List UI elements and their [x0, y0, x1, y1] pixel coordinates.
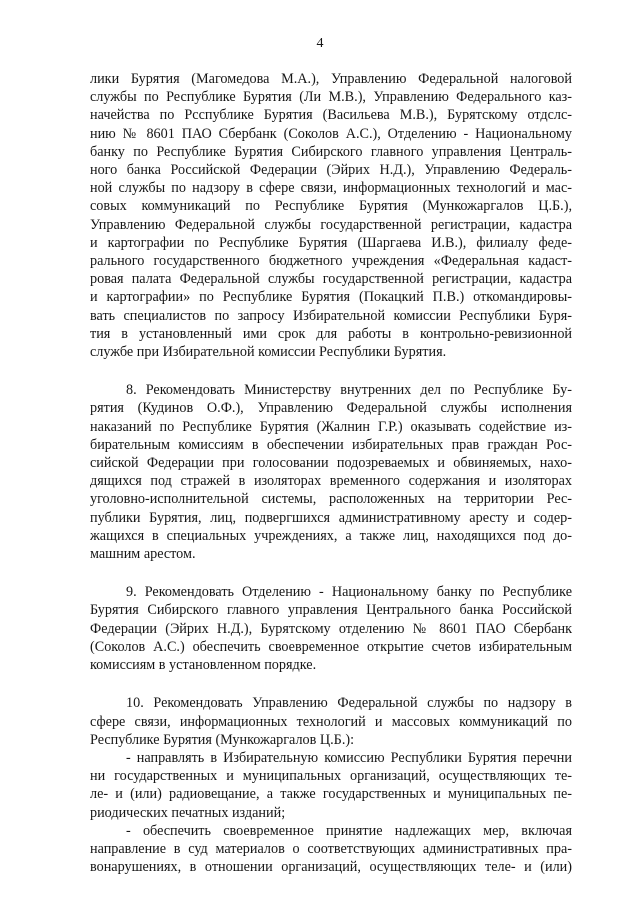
- document-body: [90, 70, 572, 876]
- text-line: дящихся под стражей в изоляторах временного содержания и изоляторах: [90, 473, 572, 490]
- text-line: и картографии по Республике Бурятия (Шаргаева И.В.), филиалу феде-: [90, 234, 572, 251]
- text-line: Республике Бурятия (Мункожаргалов Ц.Б.):: [90, 731, 355, 748]
- text-line: жащихся в специальных учреждениях, а также лиц, находящихся под до-: [90, 527, 572, 544]
- paragraph-item-10-bullet-2: [90, 822, 572, 877]
- text-line: ровая палата Федеральной службы государственной регистрации, кадастра: [90, 271, 572, 288]
- text-line: ной службы по надзору в сфере связи, информационных технологий и мас-: [90, 180, 572, 197]
- text-line: Бурятия Сибирского главного управления Центрального банка Российской: [90, 602, 572, 619]
- text-line: публики Бурятия, лиц, подвергшихся административному аресту и содер-: [90, 509, 572, 526]
- paragraph-item-10: [90, 694, 572, 749]
- text-line: - обеспечить своевременное принятие надлежащих мер, включая: [126, 822, 572, 839]
- text-line: бирательным комиссиям в обеспечении избирательных прав граждан Рос-: [90, 436, 572, 453]
- text-line: 10. Рекомендовать Управлению Федеральной службы по надзору в: [126, 695, 572, 712]
- text-line: сийской Федерации при голосовании подозреваемых и обвиняемых, нахо-: [90, 455, 572, 472]
- text-line: совых коммуникаций по Республике Бурятия (Мункожаргалов Ц.Б.),: [90, 198, 572, 215]
- text-line: комиссиям в установленном порядке.: [90, 657, 317, 674]
- text-line: рального государственного бюджетного учреждения «Федеральная кадаст-: [90, 253, 572, 270]
- text-line: вать специалистов по запросу Избирательной комиссии Республики Буря-: [90, 307, 572, 324]
- text-line: начейства по Рсспублике Бурятия (Васильева М.В.), Бурятскому отдслс-: [90, 107, 572, 124]
- text-line: службе при Избирательной комиссии Республики Бурятия.: [90, 344, 447, 361]
- text-line: Управлению Федеральной службы государственной регистрации, кадастра: [90, 216, 572, 233]
- text-line: лики Бурятия (Магомедова М.А.), Управлению Федеральной налоговой: [90, 71, 572, 87]
- text-line: Федерации (Эйрих Н.Д.), Бурятскому отделению № 8601 ПАО Сбербанк: [90, 620, 572, 637]
- text-line: банку по Республике Бурятия Сибирского главного управления Централь-: [90, 143, 572, 160]
- text-line: - направлять в Избирательную комиссию Республики Бурятия перечни: [126, 749, 572, 766]
- text-line: рятия (Кудинов О.Ф.), Управлению Федеральной службы исполнения: [90, 400, 572, 417]
- text-line: риодических печатных изданий;: [90, 804, 286, 821]
- paragraph-continuation: [90, 70, 572, 361]
- paragraph-item-8: [90, 381, 572, 563]
- text-line: и картографии» по Республике Бурятия (Покацкий П.В.) откомандировы-: [90, 289, 572, 306]
- paragraph-item-10-bullet-1: [90, 749, 572, 822]
- text-line: наказаний по Республике Бурятия (Жалнин Г.Р.) оказывать содействие из-: [90, 418, 572, 435]
- text-line: тия в установленный ими срок для работы в контрольно-ревизионной: [90, 325, 572, 342]
- text-line: уголовно-исполнительной системы, расположенных на территории Рес-: [90, 491, 572, 508]
- text-line: ле- и (или) радиовещание, а также государственных и муниципальных пе-: [90, 786, 572, 803]
- text-line: службы по Республике Бурятия (Ли М.В.), Управлению Федерального каз-: [90, 89, 572, 106]
- text-line: машним арестом.: [90, 546, 196, 563]
- text-line: 8. Рекомендовать Министерству внутренних дел по Республике Бу-: [126, 382, 572, 399]
- text-line: вонарушениях, в отношении организаций, осуществляющих теле- и (или): [90, 859, 572, 876]
- text-line: сфере связи, информационных технологий и массовых коммуникаций по: [90, 713, 572, 730]
- text-line: (Соколов А.С.) обеспечить своевременное открытие счетов избирательным: [90, 638, 572, 655]
- text-line: направление в суд материалов о соответствующих административных пра-: [90, 840, 572, 857]
- text-line: нию № 8601 ПАО Сбербанк (Соколов А.С.), Отделению - Национальному: [90, 125, 572, 142]
- text-line: ного банка Российской Федерации (Эйрих Н.Д.), Управлению Федераль-: [90, 162, 572, 179]
- text-line: ни государственных и муниципальных организаций, осуществляющих те-: [90, 768, 572, 785]
- page-number: 4: [316, 36, 324, 51]
- text-line: 9. Рекомендовать Отделению - Национальному банку по Республике: [126, 584, 572, 601]
- paragraph-item-9: [90, 583, 572, 674]
